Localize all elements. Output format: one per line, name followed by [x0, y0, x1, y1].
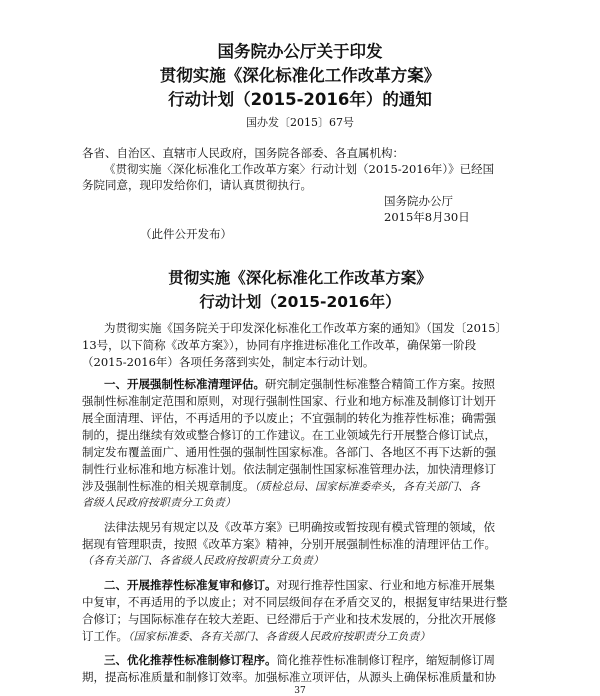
plan-title-line2: 行动计划（2015-2016年）	[199, 293, 401, 311]
section1-responsible: （质检总局、国家标准委牵头，各有关部门、各	[254, 480, 481, 493]
section1-para2-line: 据现有管理职责，按照《改革方案》精神，分别开展强制性标准的清理评估工作。	[82, 537, 496, 551]
notice-title-line1: 国务院办公厅关于印发	[217, 42, 383, 61]
notice-title-line3: 行动计划（2015-2016年）的通知	[168, 90, 432, 109]
section2-text: 对现行推荐性国家、行业和地方标准开展集	[276, 578, 495, 592]
notice-body-line1: 《贯彻实施〈深化标准化工作改革方案〉行动计划（2015-2016年）》已经国	[104, 162, 495, 176]
section2-last-line	[82, 628, 431, 645]
section1-line: 强制性标准制定范围和原则，对现行强制性国家、行业和地方标准及制修订计划开	[82, 394, 496, 408]
section1-text: 研究制定强制性标准整合精简工作方案。按照	[265, 377, 495, 391]
issue-date: 2015年8月30日	[384, 210, 470, 224]
intro-line: 13号，以下简称《改革方案》），协同有序推进标准化工作改革，确保第一阶段	[82, 338, 477, 352]
section3-first-line	[104, 652, 495, 668]
intro-line: （2015-2016年）各项任务落到实处，制定本行动计划。	[82, 355, 375, 369]
section1-text: 涉及强制性标准的相关规章制度。	[82, 479, 255, 493]
section2-text: 订工作。	[82, 629, 128, 643]
recipients: 各省、自治区、直辖市人民政府，国务院各部委、各直属机构：	[82, 146, 404, 160]
section2-first-line	[104, 577, 495, 593]
section2-responsible: （国家标准委、各有关部门、各省级人民政府按职责分工负责）	[128, 630, 431, 643]
section1-heading: 一、开展强制性标准清理评估。	[104, 377, 265, 391]
section3-heading: 三、优化推荐性标准制修订程序。	[104, 653, 277, 667]
publication-note: （此件公开发布）	[140, 227, 232, 241]
section1-para2-line: 法律法规另有规定以及《改革方案》已明确按或暂按现有模式管理的领域，依	[104, 520, 495, 534]
section2-line: 中复审，不再适用的予以废止；对不同层级间存在矛盾交叉的，根据复审结果进行整	[82, 595, 508, 609]
section1-line: 制定发布覆盖面广、通用性强的强制性国家标准。各部门、各地区不再下达新的强	[82, 445, 496, 459]
page-number: 37	[294, 686, 306, 696]
section1-line: 展全面清理、评估，不再适用的予以废止；不宜强制的转化为推荐性标准；确需强	[82, 411, 496, 425]
document-number: 国办发〔2015〕67号	[246, 116, 354, 129]
issuer: 国务院办公厅	[384, 194, 453, 208]
plan-title-line1: 贯彻实施《深化标准化工作改革方案》	[168, 269, 432, 287]
section1-line: 制的，提出继续有效或整合修订的工作建议。在工业领域先行开展整合修订试点，	[82, 428, 496, 442]
section3-line: 期，提高标准质量和制修订效率。加强标准立项评估，从源头上确保标准质量和协	[82, 670, 496, 684]
section2-line: 合修订；与国际标准存在较大差距、已经滞后于产业和技术发展的，分批次开展修	[82, 612, 496, 626]
section1-last-line	[82, 478, 480, 495]
notice-body-line2: 务院同意，现印发给你们，请认真贯彻执行。	[82, 178, 312, 192]
section2-heading: 二、开展推荐性标准复审和修订。	[104, 578, 277, 592]
intro-line: 为贯彻实施《国务院关于印发深化标准化工作改革方案的通知》（国发〔2015〕	[104, 321, 508, 335]
section1-para2-responsible: （各有关部门、各省级人民政府按职责分工负责）	[82, 554, 324, 567]
section1-line: 制性行业标准和地方标准计划。依法制定强制性国家标准管理办法，加快清理修订	[82, 462, 496, 476]
notice-title-line2: 贯彻实施《深化标准化工作改革方案》	[159, 66, 441, 85]
section1-first-line	[104, 376, 495, 392]
section1-responsible-line2: 省级人民政府按职责分工负责）	[82, 496, 236, 509]
section3-text: 简化推荐性标准制修订程序，缩短制修订周	[276, 653, 495, 667]
